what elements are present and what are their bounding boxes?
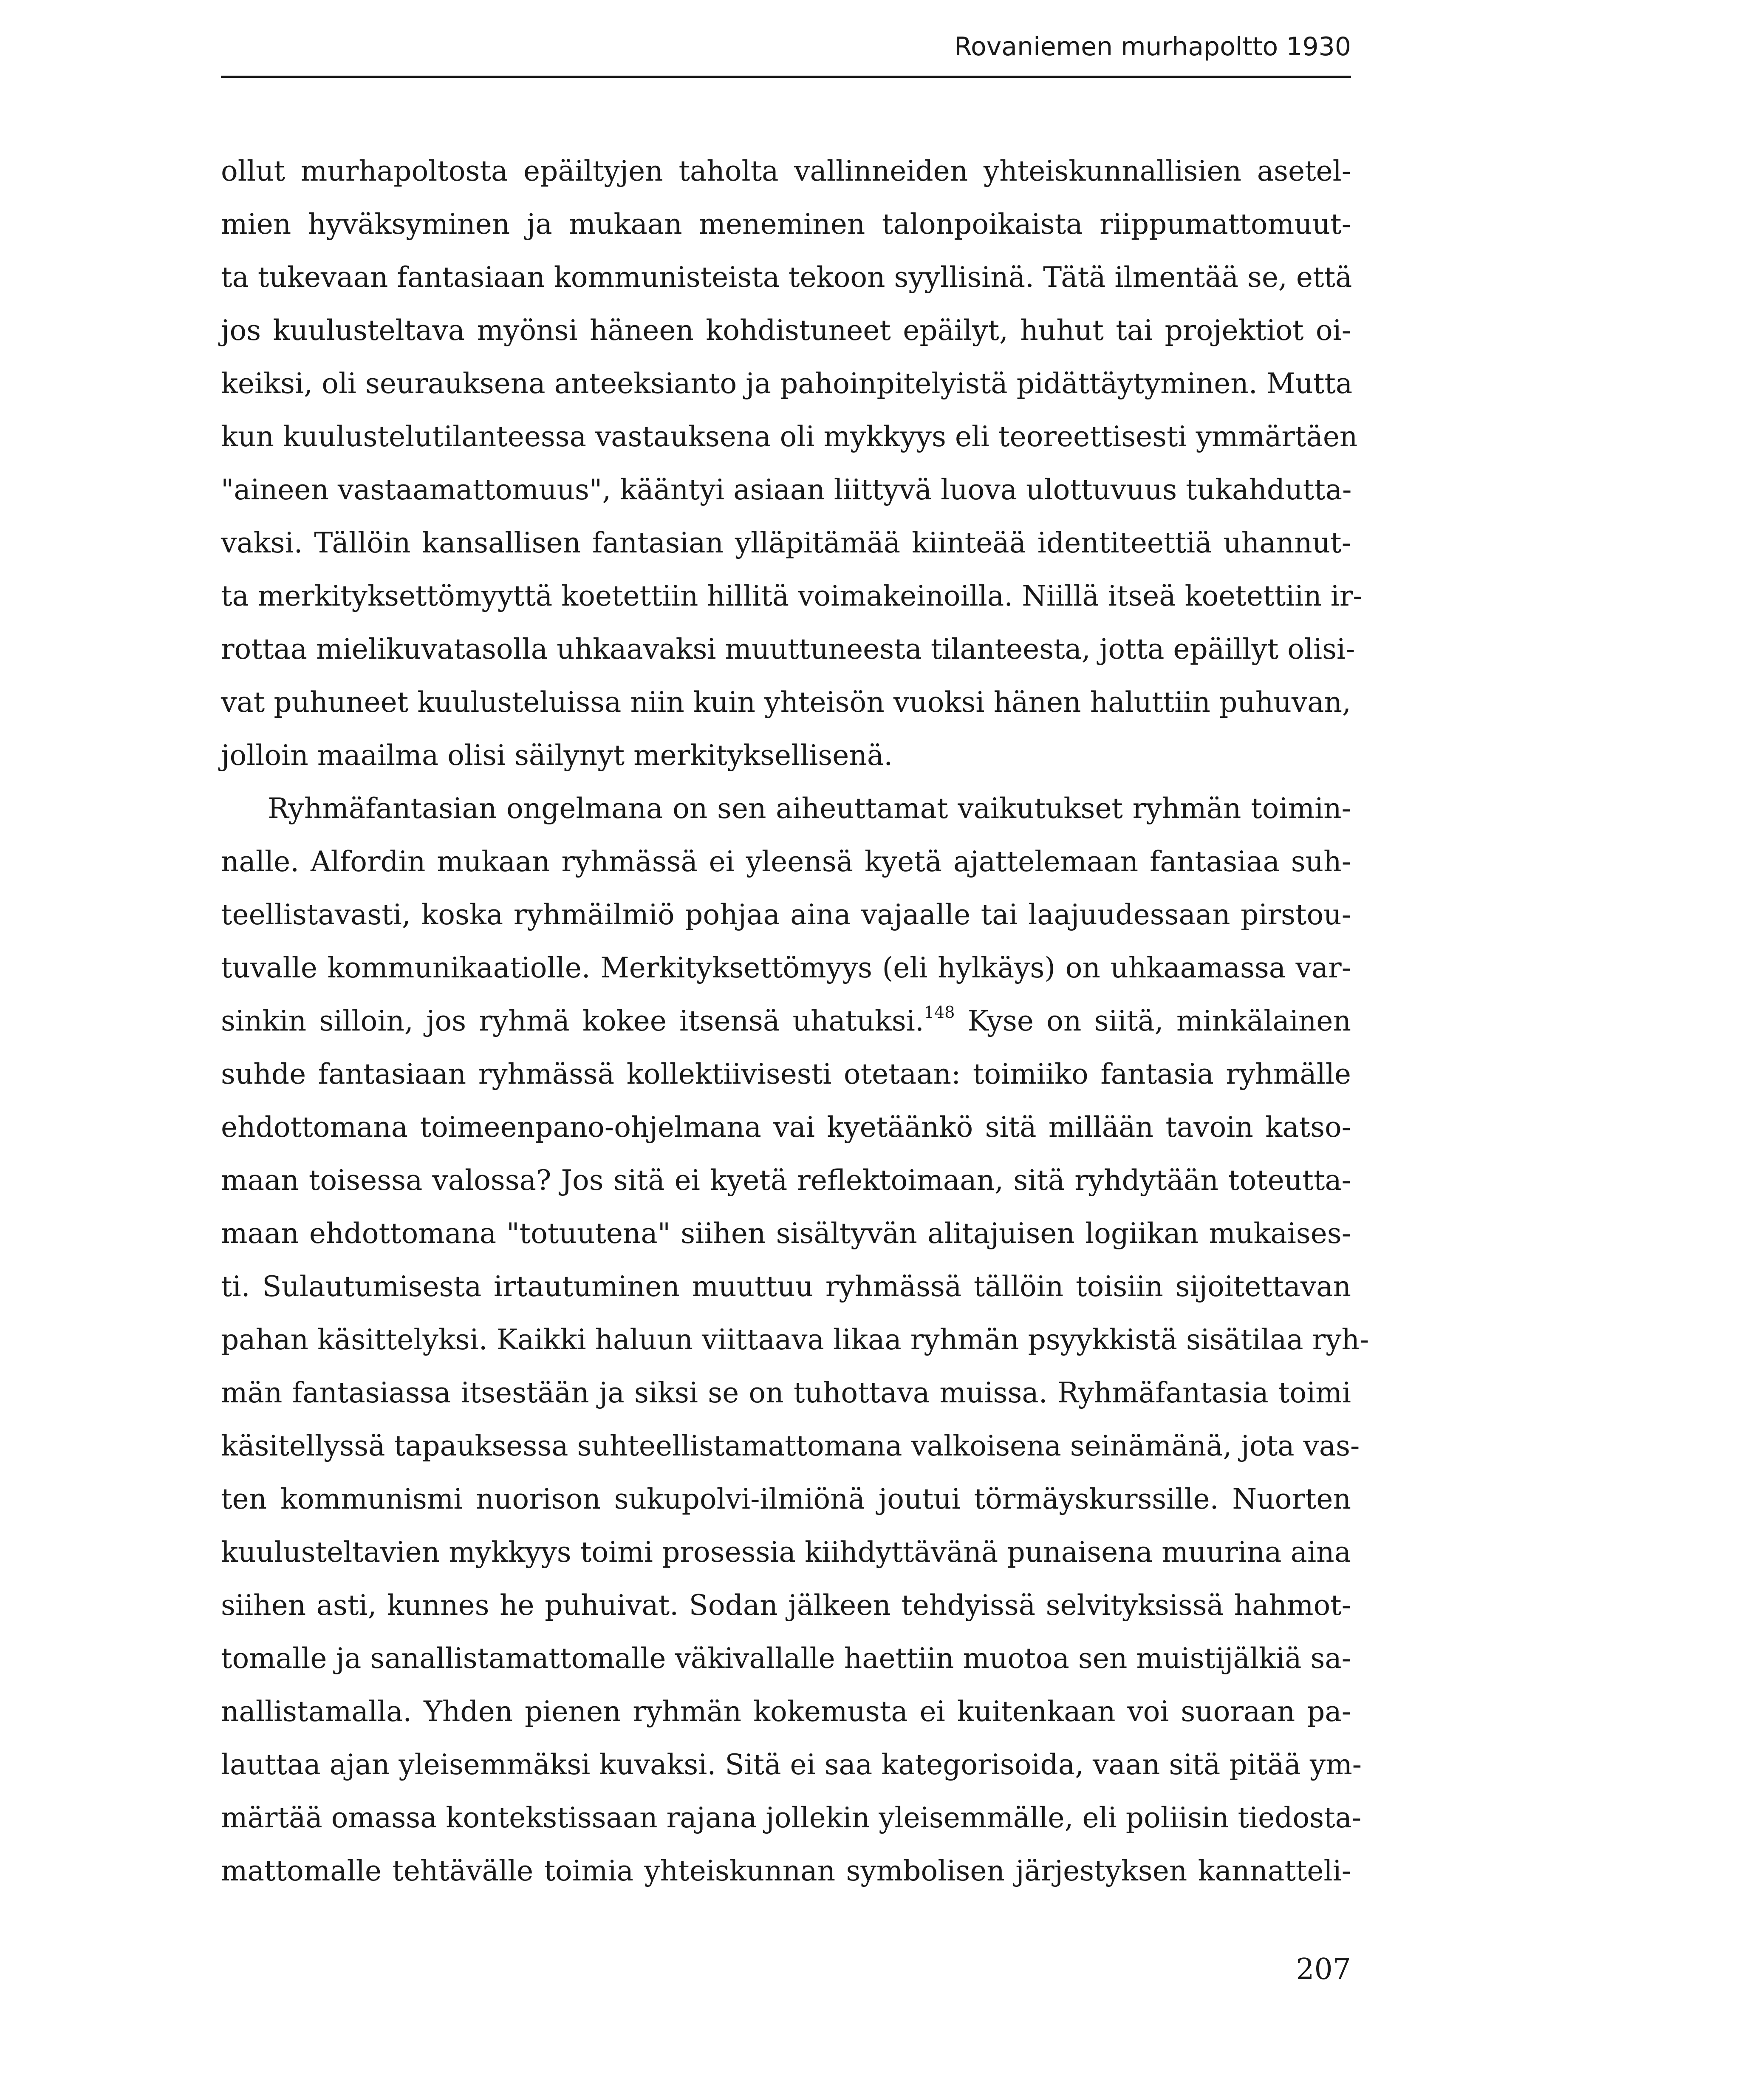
text-line: jos kuulusteltava myönsi häneen kohdistuneet epäilyt, huhut tai projektiot oi- bbox=[221, 314, 1351, 347]
text-line: teellistavasti, koska ryhmäilmiö pohjaa aina vajaalle tai laajuudessaan pirstou- bbox=[221, 898, 1351, 931]
text-line: vat puhuneet kuulusteluissa niin kuin yhteisön vuoksi hänen haluttiin puhuvan, bbox=[221, 686, 1351, 719]
text-line: kuulusteltavien mykkyys toimi prosessia kiihdyttävänä punaisena muurina aina bbox=[221, 1536, 1351, 1569]
text-line: ehdottomana toimeenpano-ohjelmana vai kyetäänkö sitä millään tavoin katso- bbox=[221, 1111, 1351, 1144]
text-line: ta merkityksettömyyttä koetettiin hillitä voimakeinoilla. Niillä itseä koetettiin ir- bbox=[221, 580, 1363, 612]
text-line: pahan käsittelyksi. Kaikki haluun viittaava likaa ryhmän psyykkistä sisätilaa ryh- bbox=[221, 1323, 1369, 1356]
body-text bbox=[221, 144, 1369, 1897]
text-line: nallistamalla. Yhden pienen ryhmän kokemusta ei kuitenkaan voi suoraan pa- bbox=[221, 1695, 1351, 1728]
text-line: käsitellyssä tapauksessa suhteellistamattomana valkoisena seinämänä, jota vas- bbox=[221, 1430, 1360, 1462]
text-line: tomalle ja sanallistamattomalle väkivallalle haettiin muotoa sen muistijälkiä sa- bbox=[221, 1642, 1351, 1675]
header-rule bbox=[221, 76, 1351, 78]
text-line: rottaa mielikuvatasolla uhkaavaksi muuttuneesta tilanteesta, jotta epäillyt olisi- bbox=[221, 633, 1355, 665]
text-line: ta tukevaan fantasiaan kommunisteista tekoon syyllisinä. Tätä ilmentää se, että bbox=[221, 261, 1352, 294]
paragraph-1 bbox=[221, 144, 1363, 782]
footnote-reference[interactable]: 148 bbox=[924, 1003, 955, 1022]
text-line: ten kommunismi nuorison sukupolvi-ilmiönä joutui törmäyskurssille. Nuorten bbox=[221, 1483, 1351, 1515]
text-line: ollut murhapoltosta epäiltyjen taholta vallinneiden yhteiskunnallisien asetel- bbox=[221, 155, 1351, 187]
text-line: lauttaa ajan yleisemmäksi kuvaksi. Sitä ei saa kategorisoida, vaan sitä pitää ym- bbox=[221, 1748, 1362, 1781]
page-number: 207 bbox=[1296, 1953, 1351, 1986]
text-line: tuvalle kommunikaatiolle. Merkityksettömyys (eli hylkäys) on uhkaamassa var- bbox=[221, 951, 1351, 984]
paragraph-2 bbox=[221, 782, 1369, 1897]
text-line: maan toisessa valossa? Jos sitä ei kyetä reflektoimaan, sitä ryhdytään toteutta- bbox=[221, 1164, 1351, 1197]
running-header-title: Rovaniemen murhapoltto 1930 bbox=[954, 32, 1351, 62]
text-line: män fantasiassa itsestään ja siksi se on tuhottava muissa. Ryhmäfantasia toimi bbox=[221, 1376, 1351, 1409]
text-line: nalle. Alfordin mukaan ryhmässä ei yleensä kyetä ajattelemaan fantasiaa suh- bbox=[221, 845, 1351, 878]
text-line: "aineen vastaamattomuus", kääntyi asiaan liittyvä luova ulottuvuus tukahdutta- bbox=[221, 473, 1352, 506]
text-line: mattomalle tehtävälle toimia yhteiskunnan symbolisen järjestyksen kannatteli- bbox=[221, 1855, 1351, 1887]
text-line-with-footnote bbox=[221, 994, 1351, 1048]
text-line: vaksi. Tällöin kansallisen fantasian ylläpitämää kiinteää identiteettiä uhannut- bbox=[221, 527, 1351, 559]
text-line: jolloin maailma olisi säilynyt merkityksellisenä. bbox=[221, 739, 893, 772]
text-line: maan ehdottomana "totuutena" siihen sisältyvän alitajuisen logiikan mukaises- bbox=[221, 1217, 1351, 1250]
text-line: ti. Sulautumisesta irtautuminen muuttuu ryhmässä tällöin toisiin sijoitettavan bbox=[221, 1270, 1351, 1303]
text-line: mien hyväksyminen ja mukaan meneminen talonpoikaista riippumattomuut- bbox=[221, 208, 1351, 241]
text-line: siihen asti, kunnes he puhuivat. Sodan jälkeen tehdyissä selvityksissä hahmot- bbox=[221, 1589, 1351, 1622]
text-line: märtää omassa kontekstissaan rajana jollekin yleisemmälle, eli poliisin tiedosta- bbox=[221, 1801, 1362, 1834]
text-segment: Kyse on siitä, minkälainen bbox=[955, 1005, 1351, 1037]
text-line: kun kuulustelutilanteessa vastauksena oli mykkyys eli teoreettisesti ymmärtäen bbox=[221, 420, 1358, 453]
text-line: keiksi, oli seurauksena anteeksianto ja pahoinpitelyistä pidättäytyminen. Mutta bbox=[221, 367, 1353, 400]
text-line: Ryhmäfantasian ongelmana on sen aiheuttamat vaikutukset ryhmän toimin- bbox=[268, 792, 1351, 825]
text-segment: sinkin silloin, jos ryhmä kokee itsensä uhatuksi. bbox=[221, 1005, 924, 1037]
text-line: suhde fantasiaan ryhmässä kollektiivisesti otetaan: toimiiko fantasia ryhmälle bbox=[221, 1058, 1351, 1090]
